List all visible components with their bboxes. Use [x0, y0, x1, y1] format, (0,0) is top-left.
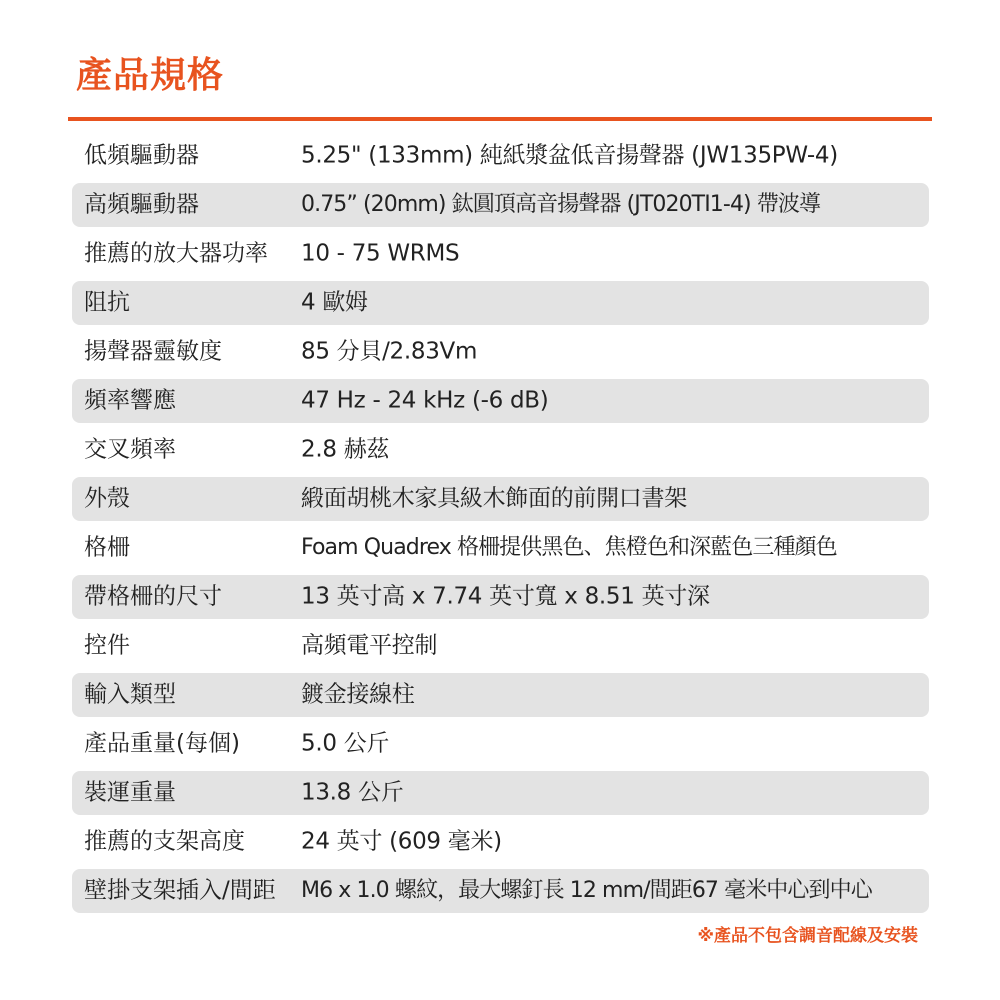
spec-row-crossover-frequency — [72, 428, 929, 472]
spec-row-amplifier-power — [72, 232, 929, 276]
spec-label: 壁掛支架插入/間距 — [84, 877, 276, 904]
page-title: 產品規格 — [76, 55, 225, 96]
spec-row-stand-height — [72, 820, 929, 864]
spec-row-product-weight — [72, 722, 929, 766]
spec-value: 4 歐姆 — [301, 289, 368, 316]
spec-label: 揚聲器靈敏度 — [84, 338, 222, 365]
spec-label: 裝運重量 — [84, 779, 176, 806]
spec-label: 產品重量(每個) — [84, 730, 240, 757]
spec-label: 交叉頻率 — [84, 436, 176, 463]
spec-value: 47 Hz - 24 kHz (-6 dB) — [301, 387, 549, 414]
spec-value: 0.75” (20mm) 鈦圓頂高音揚聲器 (JT020TI1-4) 帶波導 — [301, 192, 821, 217]
spec-row-frequency-response — [72, 379, 929, 423]
spec-value: 5.0 公斤 — [301, 730, 390, 757]
spec-value: 24 英寸 (609 毫米) — [301, 828, 502, 855]
spec-row-sensitivity — [72, 330, 929, 374]
spec-row-dimensions — [72, 575, 929, 619]
spec-label: 頻率響應 — [84, 387, 176, 414]
spec-value: Foam Quadrex 格柵提供黑色、焦橙色和深藍色三種顏色 — [301, 535, 837, 560]
spec-label: 推薦的放大器功率 — [84, 240, 268, 267]
spec-value: 85 分貝/2.83Vm — [301, 338, 478, 365]
spec-row-enclosure — [72, 477, 929, 521]
spec-label: 輸入類型 — [84, 681, 176, 708]
spec-label: 外殼 — [84, 485, 130, 512]
spec-value: 緞面胡桃木家具級木飾面的前開口書架 — [301, 485, 687, 512]
spec-value: 鍍金接線柱 — [301, 681, 415, 708]
spec-value: 5.25" (133mm) 純紙漿盆低音揚聲器 (JW135PW-4) — [301, 142, 838, 169]
spec-label: 阻抗 — [84, 289, 130, 316]
spec-label: 帶格柵的尺寸 — [84, 583, 222, 610]
spec-row-controls — [72, 624, 929, 668]
spec-value: 13.8 公斤 — [301, 779, 404, 806]
spec-label: 推薦的支架高度 — [84, 828, 245, 855]
spec-row-low-freq-driver — [72, 134, 929, 178]
spec-value: 13 英寸高 x 7.74 英寸寬 x 8.51 英寸深 — [301, 583, 710, 610]
spec-row-impedance — [72, 281, 929, 325]
spec-label: 控件 — [84, 632, 130, 659]
spec-row-high-freq-driver — [72, 183, 929, 227]
spec-row-shipping-weight — [72, 771, 929, 815]
spec-label: 格柵 — [84, 534, 130, 561]
spec-row-input-type — [72, 673, 929, 717]
spec-value: 2.8 赫茲 — [301, 436, 390, 463]
spec-label: 低頻驅動器 — [84, 142, 199, 169]
spec-value: M6 x 1.0 螺紋，最大螺釘長 12 mm/間距67 毫米中心到中心 — [301, 878, 872, 903]
spec-value: 高頻電平控制 — [301, 632, 438, 659]
spec-label: 高頻驅動器 — [84, 191, 199, 218]
footnote: ※產品不包含調音配線及安裝 — [697, 926, 918, 946]
spec-row-grille — [72, 526, 929, 570]
spec-table — [72, 134, 929, 918]
spec-value: 10 - 75 WRMS — [301, 240, 460, 267]
spec-row-wall-mount — [72, 869, 929, 913]
title-underline — [68, 117, 932, 121]
